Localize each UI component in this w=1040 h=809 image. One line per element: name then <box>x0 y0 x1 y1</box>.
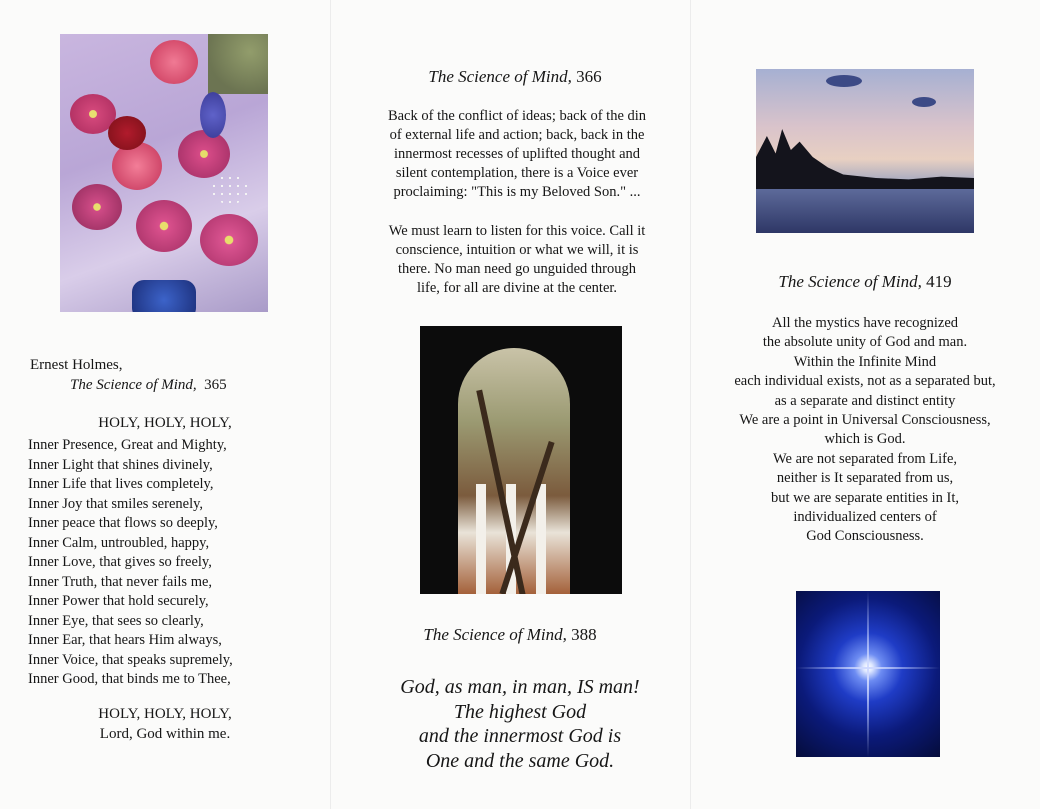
rose-bloom <box>150 40 198 84</box>
quote-line: and the innermost God is <box>418 725 622 747</box>
poem-line: Inner Life that lives completely, <box>28 476 214 492</box>
citation-title: The Science of Mind, <box>423 625 567 644</box>
flower-bouquet-photo <box>60 34 268 312</box>
paragraph-mystics <box>690 314 1040 547</box>
cloud <box>826 75 862 87</box>
poem-line: Inner Power that hold securely, <box>28 593 209 609</box>
quote-line: One and the same God. <box>425 749 615 772</box>
poem-line: Inner Truth, that never fails me, <box>28 573 213 590</box>
daisy-bloom <box>136 200 192 252</box>
paragraph-line: Within the Infinite Mind <box>793 353 937 370</box>
rose-bloom <box>112 142 162 190</box>
paragraph-line: which is God. <box>824 431 906 448</box>
daisy-bloom <box>178 130 230 178</box>
paragraph-listen <box>330 222 704 298</box>
citation-page: 366 <box>576 67 602 86</box>
babys-breath <box>210 174 250 204</box>
poem-lines <box>28 436 233 690</box>
quote-line: God, as man, in man, IS man! <box>400 676 640 698</box>
paragraph-line: We must learn to listen for this voice. Call it <box>388 223 646 239</box>
quote-god-as-man <box>330 675 710 773</box>
citation-366 <box>330 67 700 87</box>
poem-line: Inner Voice, that speaks supremely, <box>28 651 233 668</box>
source-page: 365 <box>204 377 227 393</box>
paragraph-line: individualized centers of <box>793 509 937 526</box>
quote-line: The highest God <box>453 700 587 723</box>
poem-line: Inner Ear, that hears Him always, <box>28 632 222 648</box>
citation-title: The Science of Mind, <box>428 67 572 86</box>
poem-line: Inner peace that flows so deeply, <box>28 515 218 531</box>
garden-arch-photo <box>420 326 622 594</box>
cloud <box>912 97 936 107</box>
paragraph-line: All the mystics have recognized <box>771 315 959 331</box>
lake-sunset-photo <box>756 69 974 233</box>
paragraph-line: innermost recesses of uplifted thought and <box>393 146 641 162</box>
citation-page: 419 <box>926 272 952 291</box>
poem-line: Inner Love, that gives so freely, <box>28 554 212 570</box>
citation-title: The Science of Mind, <box>778 272 922 291</box>
paragraph-line: conscience, intuition or what we will, it is <box>395 242 639 258</box>
daisy-bloom <box>200 214 258 266</box>
lake-water <box>756 189 974 233</box>
paragraph-line: neither is It separated from us, <box>776 470 954 487</box>
poem-line: Inner Eye, that sees so clearly, <box>28 612 204 629</box>
paragraph-line: life, for all are divine at the center. <box>416 280 618 296</box>
star-flare <box>867 591 869 757</box>
paragraph-line: of external life and action; back, back in the <box>389 127 645 143</box>
poem-line: Inner Presence, Great and Mighty, <box>28 437 227 453</box>
daisy-bloom <box>72 184 122 230</box>
paragraph-voice <box>330 107 704 202</box>
paragraph-line: each individual exists, not as a separated but, <box>734 373 996 390</box>
poem-line: Inner Good, that binds me to Thee, <box>28 671 231 687</box>
source-citation <box>70 377 227 394</box>
poem-closing-line: Lord, God within me. <box>99 726 231 742</box>
poem-closing <box>0 704 330 744</box>
poem-heading: HOLY, HOLY, HOLY, <box>98 415 232 431</box>
paragraph-line: proclaiming: "This is my Beloved Son." ... <box>393 184 641 200</box>
poem-line: Inner Light that shines divinely, <box>28 456 213 473</box>
author-name: Ernest Holmes, <box>30 357 123 373</box>
carnation-bloom <box>108 116 146 150</box>
poem-line: Inner Joy that smiles serenely, <box>28 495 204 512</box>
paragraph-line: Back of the conflict of ideas; back of the din <box>387 108 647 124</box>
paragraph-line: silent contemplation, there is a Voice ever <box>395 165 639 181</box>
blue-star-photo <box>796 591 940 757</box>
citation-419 <box>690 272 1040 292</box>
source-title: The Science of Mind, <box>70 377 197 393</box>
paragraph-line: there. No man need go unguided through <box>398 261 636 277</box>
paragraph-line: We are a point in Universal Consciousness, <box>739 412 991 429</box>
poem-line: Inner Calm, untroubled, happy, <box>28 534 210 551</box>
paragraph-line: as a separate and distinct entity <box>774 392 956 409</box>
paragraph-line: but we are separate entities in It, <box>770 489 960 506</box>
vase <box>132 280 196 312</box>
paragraph-line: the absolute unity of God and man. <box>762 334 968 351</box>
citation-388 <box>330 625 690 645</box>
paragraph-line: God Consciousness. <box>806 528 924 545</box>
poem-closing-line: HOLY, HOLY, HOLY, <box>98 706 232 722</box>
paragraph-line: We are not separated from Life, <box>772 450 958 467</box>
citation-page: 388 <box>571 625 597 644</box>
pergola-column <box>536 484 546 594</box>
iris-bloom <box>200 92 226 138</box>
pergola-column <box>476 484 486 594</box>
arch-opening <box>458 348 570 594</box>
grass-background <box>208 34 268 94</box>
